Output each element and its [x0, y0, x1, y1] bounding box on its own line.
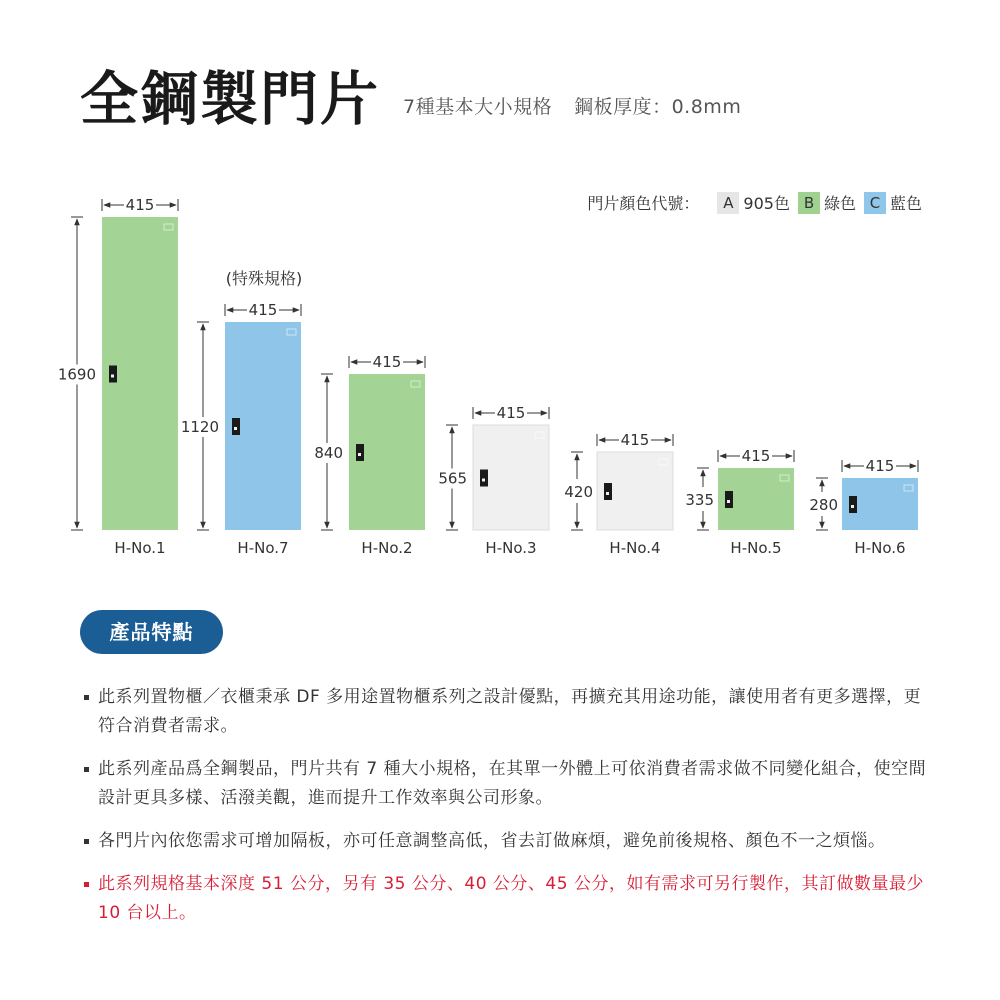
feature-item: 此系列置物櫃／衣櫃秉承 DF 多用途置物櫃系列之設計優點，再擴充其用途功能，讓使用者有更多選擇，更符合消費者需求。: [84, 683, 934, 741]
width-label: 415: [865, 457, 895, 475]
keyhole-icon: [851, 505, 854, 508]
width-label: 415: [372, 353, 402, 371]
feature-item: 各門片內依您需求可增加隔板，亦可任意調整高低，省去訂做麻煩，避免前後規格、顏色不一之煩惱。: [84, 827, 934, 856]
lock-icon: [480, 470, 488, 487]
feature-item: 此系列產品爲全鋼製品，門片共有 7 種大小規格，在其單一外體上可依消費者需求做不同變化組合，使空間設計更具多樣、活潑美觀，進而提升工作效率與公司形象。: [84, 755, 934, 813]
keyhole-icon: [482, 479, 485, 482]
model-label: H-No.5: [730, 539, 782, 557]
product-features-badge: 產品特點: [80, 610, 223, 654]
model-label: H-No.2: [361, 539, 413, 557]
page-subtitle: [403, 92, 741, 119]
color-code-b-swatch: B: [798, 192, 820, 214]
spec-count-text: 7種基本大小規格: [403, 96, 553, 118]
width-label: 415: [248, 301, 278, 319]
lock-icon: [604, 483, 612, 500]
model-label: H-No.7: [237, 539, 289, 557]
model-label: H-No.3: [485, 539, 537, 557]
width-label: 415: [496, 404, 526, 422]
width-label: 415: [125, 196, 155, 214]
page-title: 全鋼製門片: [80, 65, 381, 133]
height-label: 840: [314, 444, 343, 462]
keyhole-icon: [234, 427, 237, 430]
color-code-c-name: 藍色: [889, 194, 922, 213]
keyhole-icon: [606, 492, 609, 495]
width-label: 415: [620, 431, 650, 449]
height-label: 280: [809, 496, 838, 514]
keyhole-icon: [111, 375, 114, 378]
color-code-c-swatch: C: [864, 192, 886, 214]
keyhole-icon: [358, 453, 361, 456]
lock-icon: [356, 444, 364, 461]
color-code-label: 門片顏色代號：: [587, 194, 700, 213]
color-code-b-name: 綠色: [823, 194, 856, 213]
height-label: 420: [564, 483, 593, 501]
keyhole-icon: [727, 500, 730, 503]
model-label: H-No.4: [609, 539, 661, 557]
lock-icon: [849, 496, 857, 513]
feature-item-highlight: 此系列規格基本深度 51 公分，另有 35 公分、40 公分、45 公分，如有需求可另行製作，其訂做數量最少 10 台以上。: [84, 870, 934, 928]
lock-icon: [725, 491, 733, 508]
height-label: 1690: [57, 365, 96, 384]
color-code-a-name: 905色: [743, 194, 790, 213]
special-spec-note: (特殊規格): [225, 269, 303, 288]
thickness-text: 鋼板厚度：0.8mm: [574, 96, 742, 118]
features-list: [84, 683, 934, 942]
lock-icon: [232, 418, 240, 435]
door-panel-size-diagram: [0, 180, 1000, 570]
height-label: 1120: [180, 418, 219, 436]
width-label: 415: [741, 447, 771, 465]
model-label: H-No.6: [854, 539, 906, 557]
height-label: 565: [438, 469, 467, 488]
model-label: H-No.1: [114, 539, 166, 557]
height-label: 335: [685, 491, 714, 509]
color-code-a-swatch: A: [717, 192, 739, 214]
lock-icon: [109, 366, 117, 383]
